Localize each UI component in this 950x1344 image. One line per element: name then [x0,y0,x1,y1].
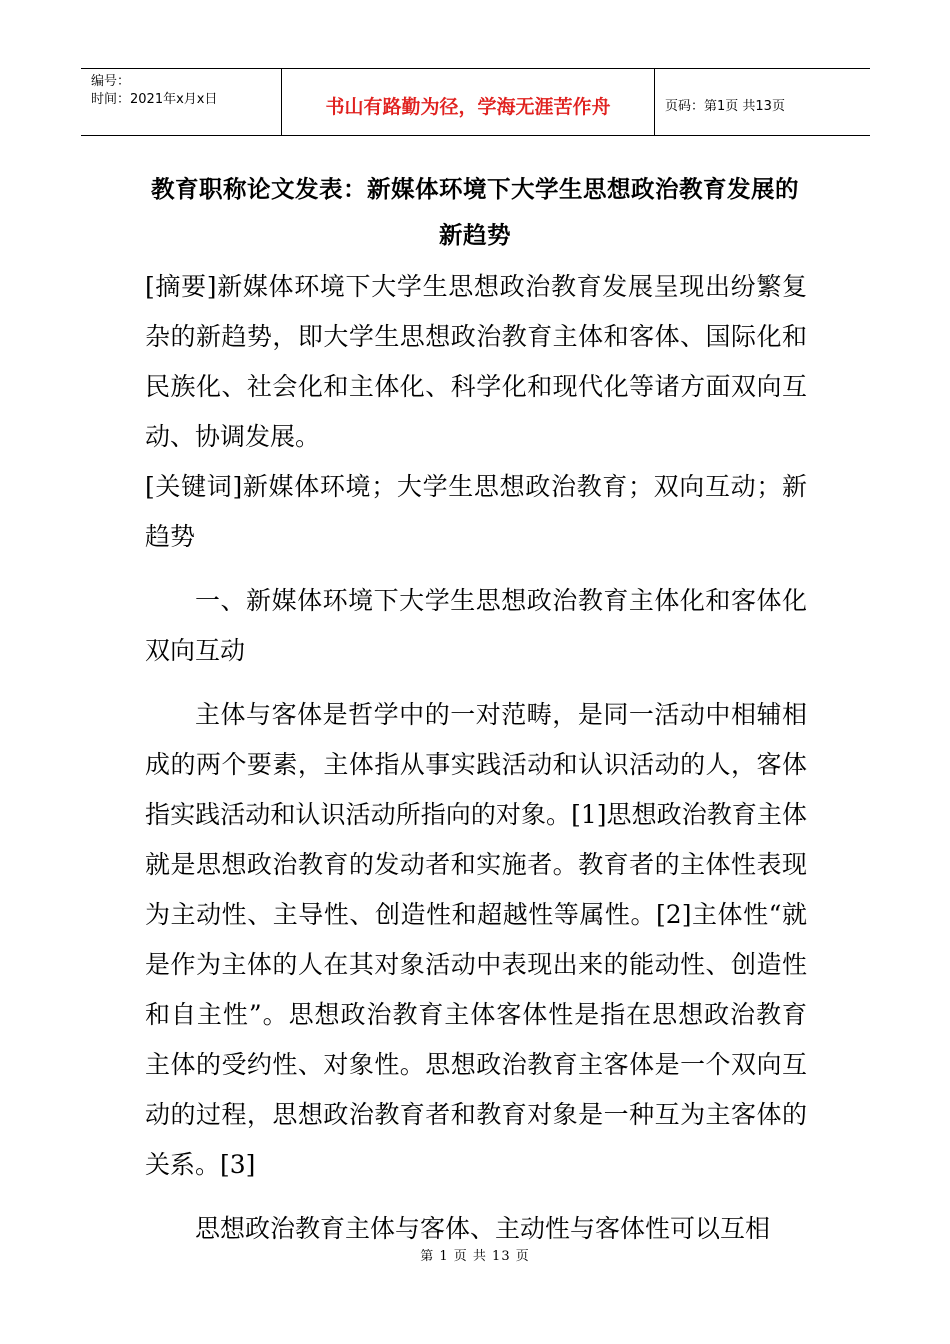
body-paragraph: 思想政治教育主体与客体、主动性与客体性可以互相 [195,1214,771,1243]
document-body [145,262,807,1254]
document-header [81,68,870,136]
body-paragraph: 主体与客体是哲学中的一对范畴，是同一活动中相辅相成的两个要素，主体指从事实践活动和认识活动的人，客体指实践活动和认识活动所指向的对象。[1]思想政治教育主体就是思想政治教育的发动者和实施者。教育者的主体性表现为主动性、主导性、创造性和超越性等属性。[2]主体性“就是作为主体的人在其对象活动中表现出来的能动性、创造性和自主性”。思想政治教育主体客体性是指在思想政治教育主体的受约性、对象性。思想政治教育主客体是一个双向互动的过程，思想政治教育者和教育对象是一种互为主客体的关系。[3] [145,700,807,1179]
number-label: 编号： [91,74,131,89]
page-footer: 第 1 页 共 13 页 [420,1249,530,1264]
document-title: 教育职称论文发表：新媒体环境下大学生思想政治教育发展的新趋势 [151,175,799,249]
abstract-paragraph: [摘要]新媒体环境下大学生思想政治教育发展呈现出纷繁复杂的新趋势，即大学生思想政治教育主体和客体、国际化和民族化、社会化和主体化、科学化和现代化等诸方面双向互动、协调发展。 [145,272,807,451]
header-motto: 书山有路勤为径，学海无涯苦作舟 [282,69,655,135]
time-label: 时间：2021年x月x日 [91,92,218,107]
header-meta-cell [81,69,282,135]
keywords-paragraph: [关键词]新媒体环境；大学生思想政治教育；双向互动；新趋势 [145,472,807,551]
section-heading: 一、新媒体环境下大学生思想政治教育主体化和客体化双向互动 [145,586,807,665]
header-page-info: 页码：第1页 共13页 [665,98,785,114]
